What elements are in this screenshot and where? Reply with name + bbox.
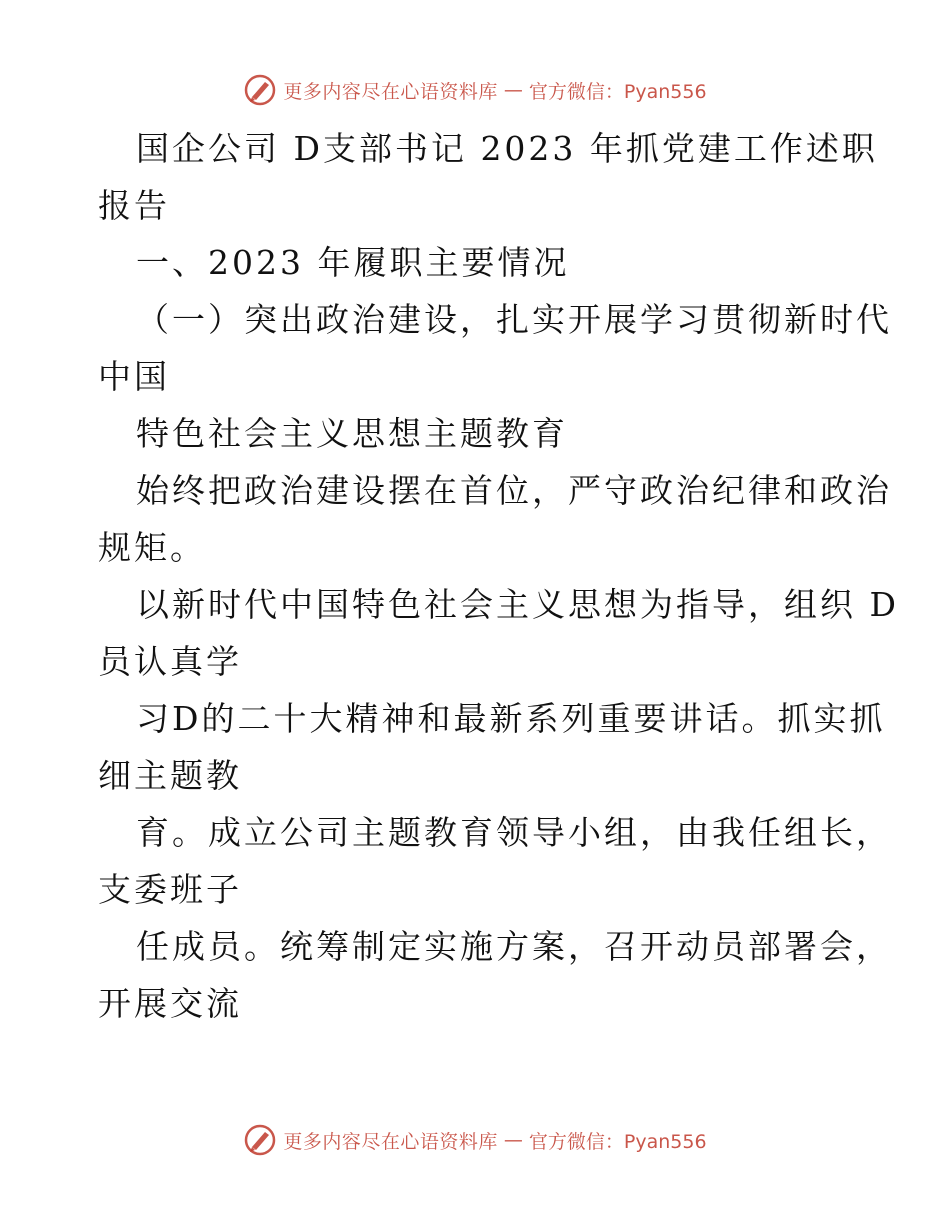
document-body (98, 120, 899, 1032)
doc-line: （一）突出政治建设，扎实开展学习贯彻新时代 (136, 300, 892, 339)
watermark-text: 更多内容尽在心语资料库 (283, 80, 498, 103)
doc-line: 特色社会主义思想主题教育 (136, 414, 568, 453)
doc-line: 员认真学 (98, 642, 242, 681)
watermark-text: 更多内容尽在心语资料库 (283, 1130, 498, 1153)
doc-line: 育。成立公司主题教育领导小组，由我任组长， (136, 813, 892, 852)
doc-line: 习D的二十大精神和最新系列重要讲话。抓实抓 (136, 699, 886, 738)
watermark-header (0, 70, 950, 110)
doc-line: 支委班子 (98, 870, 242, 909)
doc-line: 以新时代中国特色社会主义思想为指导，组织 D (136, 585, 899, 624)
pen-logo-icon (243, 73, 277, 107)
doc-line: 国企公司 D支部书记 2023 年抓党建工作述职 (136, 129, 878, 168)
watermark-separator: — (503, 79, 523, 101)
doc-line: 开展交流 (98, 984, 242, 1023)
doc-line: 细主题教 (98, 756, 242, 795)
pen-logo-icon (243, 1123, 277, 1157)
watermark-wechat: 官方微信：Pyan556 (528, 1130, 707, 1153)
doc-line: 一、2023 年履职主要情况 (136, 243, 570, 282)
doc-line: 始终把政治建设摆在首位，严守政治纪律和政治 (136, 471, 892, 510)
watermark-wechat: 官方微信：Pyan556 (528, 80, 707, 103)
doc-line: 报告 (98, 186, 170, 225)
doc-line: 任成员。统筹制定实施方案，召开动员部署会， (136, 927, 892, 966)
doc-line: 中国 (98, 357, 170, 396)
doc-line: 规矩。 (98, 528, 206, 567)
watermark-footer (0, 1120, 950, 1160)
watermark-separator: — (503, 1129, 523, 1151)
